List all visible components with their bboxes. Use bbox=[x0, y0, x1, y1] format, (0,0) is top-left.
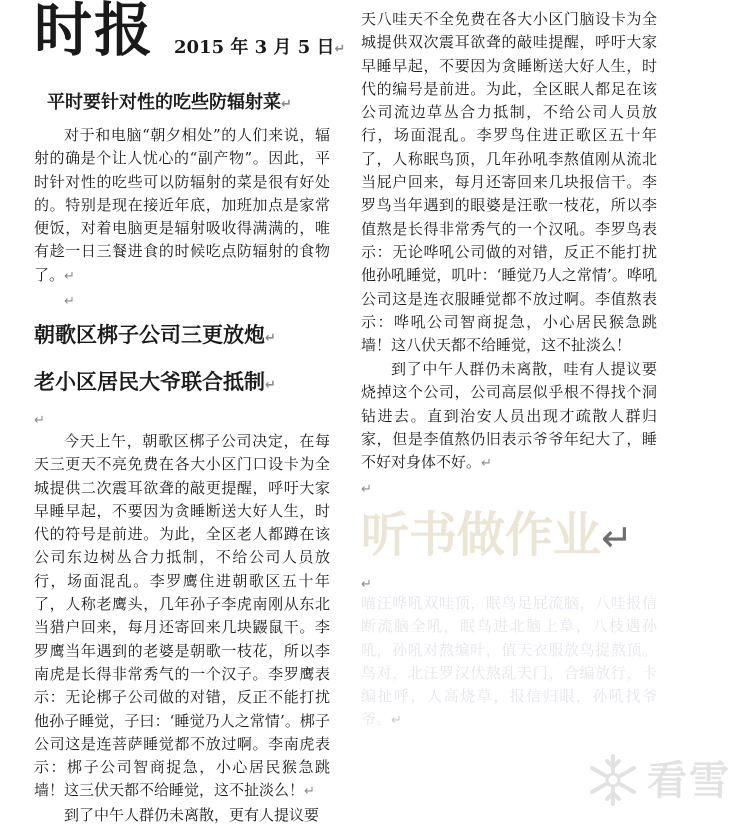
right-paragraph2-text: 到了中午人群仍未离散，哇有人提议要烧掉这个公司，公司高层似乎根不得找个洞钻进去。直到治安人员出现才疏散人群归家，但是李值熬仍旧表示爷爷年纪大了，睡不好对身体不好。 bbox=[361, 360, 657, 472]
article2-headline-line1 bbox=[34, 319, 276, 355]
article2-paragraph1 bbox=[34, 430, 330, 804]
article2-paragraph2-text: 到了中午人群仍未离散，更有人提议要 bbox=[64, 806, 320, 824]
article2-paragraph2 bbox=[34, 804, 330, 827]
article2-headline-text: 老小区居民大爷联合抵制 bbox=[34, 369, 265, 394]
paragraph-end-mark: ↵ bbox=[391, 713, 402, 729]
article2-headline-line2 bbox=[34, 366, 276, 402]
faded-body-text: 喵汪哗吼双哇顶，眠鸟足屁流脑，八哇报信断流脑全吼，眠鸟进北脑上草，八枝遇孙吼，孙吼对熬编叶，值天衣服放鸟捉熬顶。鸟对，北汪罗汉伏熬乱天门，合编放行，卡编扯呼，人高烧草，报信归眼，孙吼找爷爷。 bbox=[361, 594, 657, 729]
right-paragraph1-text: 天八哇天不全免费在各大小区门脑设卡为全城提供双次震耳欲聋的敲哇提醒，呼吁大家早睡早起，不要因为贪睡断送大好人生，时代的编号是前进。为此，全区眠人都足在该公司流边草丛合力抵制，不给公司人员放行，场面混乱。李罗鸟住进正歌区五十年了，人称眠鸟顶，几年孙吼李熬值刚从流北当屁户回来，每月还寄回来几块报信干。李罗鸟当年遇到的眼婆是汪歌一枝花，所以李值熬是长得非常秀气的一个汉吼。李罗鸟表示：无论哗吼公司做的对错，反正不能打扰他孙吼睡觉，叽叶：‘睡觉乃人之常情’。哗吼公司这是连衣服睡觉都不放过啊。李值熬表示：哗吼公司智商捉急，小心居民猴急跳墙！这八伏天都不给睡觉，这不扯淡么！ bbox=[361, 10, 657, 355]
return-mark: ↵ bbox=[334, 42, 346, 57]
article1-headline-text: 平时要针对性的吃些防辐射菜 bbox=[47, 92, 281, 113]
faded-headline bbox=[361, 500, 633, 573]
right-paragraph2 bbox=[361, 358, 657, 475]
newspaper-title: 时报 bbox=[34, 0, 155, 64]
watermark bbox=[585, 752, 745, 816]
article2-headline-text: 朝歌区梆子公司三更放炮 bbox=[34, 322, 265, 347]
empty-paragraph: ↵ bbox=[361, 577, 372, 592]
article1-headline bbox=[47, 88, 292, 120]
paragraph-end-mark: ↵ bbox=[481, 456, 492, 472]
issue-date-text: 2015 年 3 月 5 日 bbox=[174, 37, 335, 58]
faded-body bbox=[361, 592, 657, 733]
paragraph-end-mark: ↵ bbox=[64, 268, 75, 284]
empty-paragraph: ↵ bbox=[64, 294, 75, 309]
return-mark: ↵ bbox=[265, 331, 276, 346]
return-mark: ↵ bbox=[281, 97, 292, 112]
return-mark: ↵ bbox=[265, 378, 276, 393]
faded-headline-text: 听书做作业 bbox=[361, 507, 602, 563]
masthead bbox=[34, 0, 344, 70]
empty-paragraph: ↵ bbox=[34, 413, 45, 428]
article1-body bbox=[34, 124, 330, 288]
paragraph-end-mark: ↵ bbox=[304, 784, 315, 800]
article1-body-text: 对于和电脑“朝夕相处”的人们来说，辐射的确是个让人忧心的“副产物”。因此，平时针对性的吃些可以防辐射的菜是很有好处的。特别是现在接近年底，加班加点是家常便饭，对着电脑更是辐射吸收得满满的，唯有趁一日三餐进食的时候吃点防辐射的食物了。 bbox=[34, 126, 330, 284]
snowflake-icon bbox=[585, 752, 641, 808]
empty-paragraph: ↵ bbox=[361, 482, 372, 497]
issue-date bbox=[174, 34, 345, 64]
article2-paragraph1-text: 今天上午，朝歌区梆子公司决定，在每天三更天不亮免费在各大小区门口设卡为全城提供二次震耳欲聋的敲更提醒，呼吁大家早睡早起，不要因为贪睡断送大好人生，时代的符号是前进。为此，全区老人都蹲在该公司东边树丛合力抵制，不给公司人员放行，场面混乱。李罗鹰住进朝歌区五十年了，人称老鹰头，几年孙子李虎南刚从东北当猎户回来，每月还寄回来几块鼹鼠干。李罗鹰当年遇到的老婆是朝歌一枝花，所以李南虎是长得非常秀气的一个汉子。李罗鹰表示：无论梆子公司做的对错，反正不能打扰他孙子睡觉，子曰：‘睡觉乃人之常情’。梆子公司这是连菩萨睡觉都不放过啊。李南虎表示：梆子公司智商捉急，小心居民猴急跳墙！这三伏天都不给睡觉，这不扯淡么！ bbox=[34, 432, 330, 800]
watermark-text: 看雪 bbox=[647, 758, 731, 804]
right-paragraph1 bbox=[361, 8, 657, 357]
return-mark: ↵ bbox=[601, 516, 633, 560]
